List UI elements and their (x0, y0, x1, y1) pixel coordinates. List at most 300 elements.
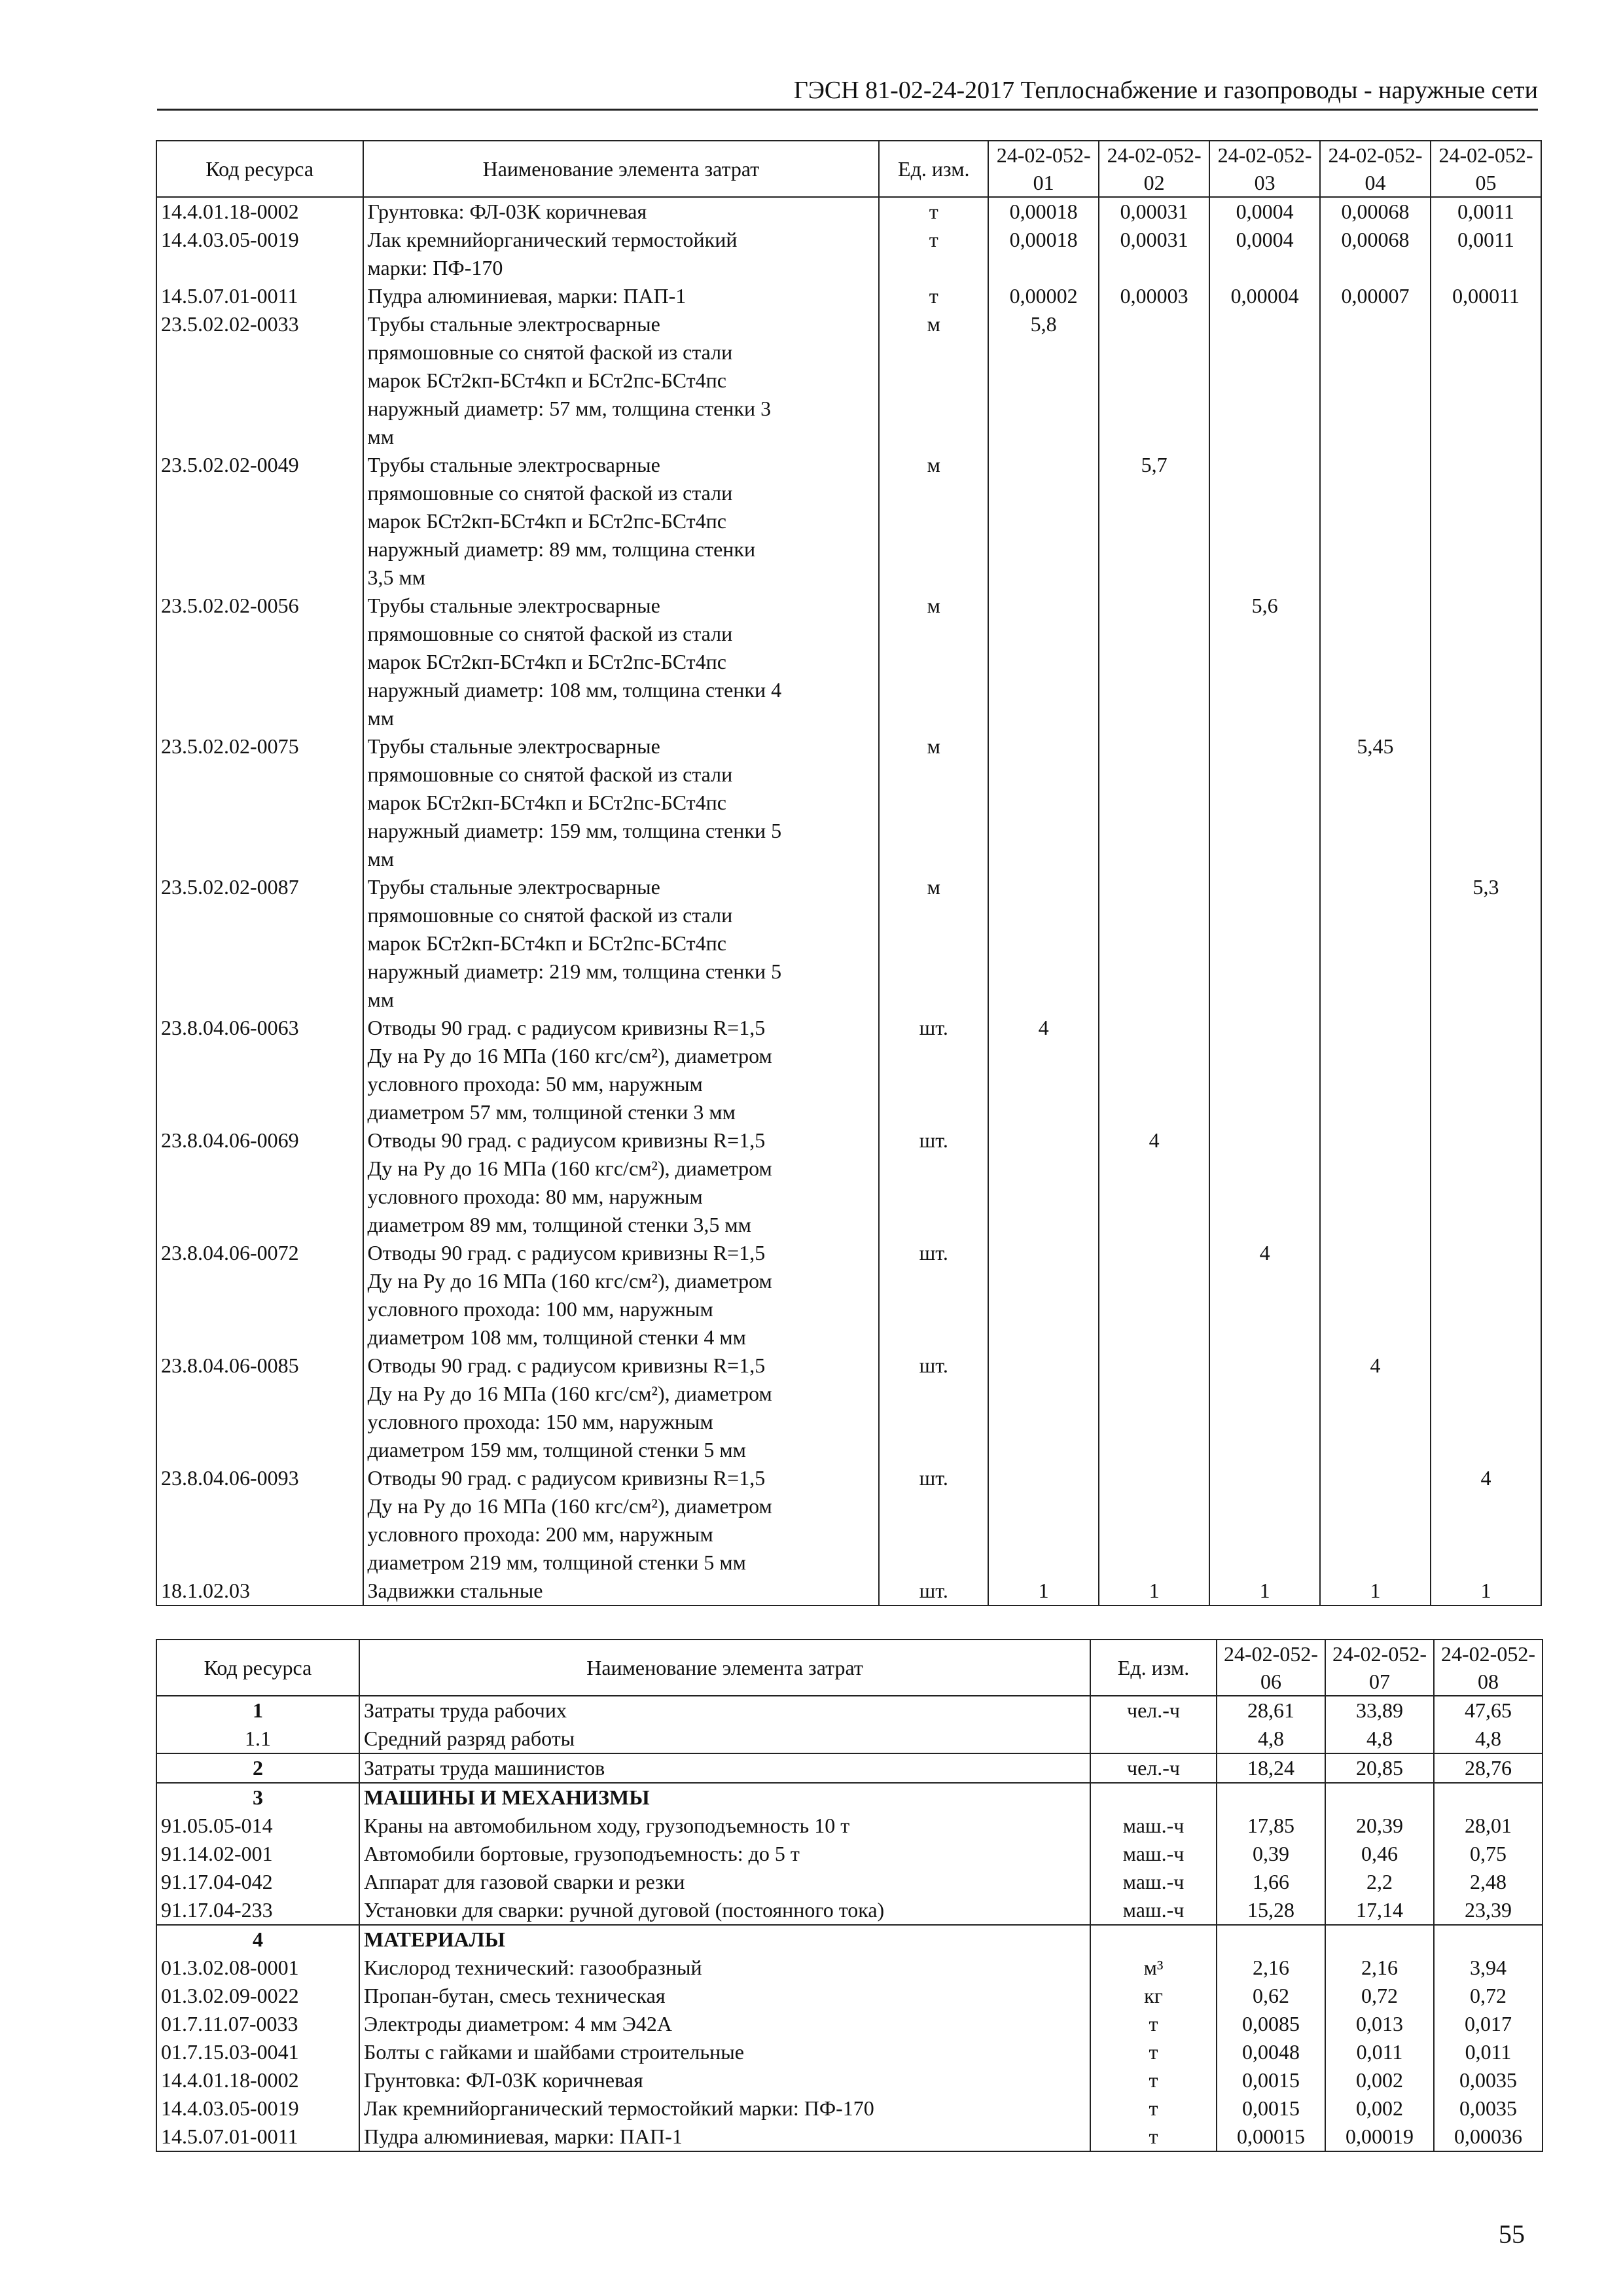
table-row (156, 1896, 1543, 1925)
resource-unit: м (879, 451, 988, 592)
resource-value: 1 (988, 1577, 1099, 1605)
resource-value (1431, 1352, 1541, 1464)
resource-value: 0,00036 (1434, 2123, 1543, 2151)
resource-value (1099, 1239, 1209, 1352)
resource-value: 0,00011 (1431, 282, 1541, 310)
resource-name-line: марок БСт2кп-БСт4кп и БСт2пс-БСт4пс (367, 368, 726, 392)
resource-code: 1.1 (156, 1725, 359, 1753)
resource-name-line: диаметром 108 мм, толщиной стенки 4 мм (367, 1325, 746, 1349)
resource-value: 2,16 (1217, 1954, 1325, 1982)
resource-name: Пудра алюминиевая, марки: ПАП-1 (359, 2123, 1090, 2151)
resource-code: 23.5.02.02-0075 (156, 732, 363, 873)
resource-name (363, 1126, 880, 1239)
resource-name-line: прямошовные со снятой фаской из стали (367, 903, 733, 927)
resource-value: 1 (1099, 1577, 1209, 1605)
col-header: 24-02-052-06 (1217, 1640, 1325, 1696)
resource-value: 0,017 (1434, 2010, 1543, 2038)
resource-value (1325, 1925, 1434, 1954)
resource-value: 0,011 (1434, 2038, 1543, 2066)
resource-value: 0,00031 (1099, 226, 1209, 282)
resource-value: 0,00015 (1217, 2123, 1325, 2151)
resource-value: 0,0035 (1434, 2094, 1543, 2123)
resource-code: 23.8.04.06-0063 (156, 1014, 363, 1126)
resource-name-line: условного прохода: 50 мм, наружным (367, 1072, 703, 1096)
resource-unit: т (1090, 2094, 1217, 2123)
resource-code: 2 (156, 1753, 359, 1783)
resource-name-line: Отводы 90 град. с радиусом кривизны R=1,5 (367, 1466, 766, 1490)
table-row (156, 1812, 1543, 1840)
resource-value: 17,14 (1325, 1896, 1434, 1925)
resource-name-line: Отводы 90 град. с радиусом кривизны R=1,5 (367, 1354, 766, 1377)
resource-unit: шт. (879, 1464, 988, 1577)
resource-name-line: наружный диаметр: 89 мм, толщина стенки (367, 537, 756, 561)
resource-value: 5,7 (1099, 451, 1209, 592)
resource-value (1431, 592, 1541, 732)
resource-code: 1 (156, 1696, 359, 1725)
resource-name-line: мм (367, 988, 395, 1011)
resource-value (1434, 1925, 1543, 1954)
resource-value (1099, 732, 1209, 873)
resource-value (1209, 1126, 1320, 1239)
resource-value: 0,00068 (1320, 197, 1431, 226)
resource-value (1099, 1014, 1209, 1126)
resource-value: 0,0015 (1217, 2066, 1325, 2094)
resource-value: 2,2 (1325, 1868, 1434, 1896)
resource-name-line: диаметром 219 мм, толщиной стенки 5 мм (367, 1551, 746, 1574)
resource-name: Затраты труда рабочих (359, 1696, 1090, 1725)
resource-code: 91.05.05-014 (156, 1812, 359, 1840)
table-header-row (156, 1640, 1543, 1696)
resource-name-line: Отводы 90 град. с радиусом кривизны R=1,5 (367, 1241, 766, 1265)
resource-name-line: наружный диаметр: 159 мм, толщина стенки 5 (367, 819, 782, 842)
resource-unit (1090, 1783, 1217, 1812)
resource-name-line: наружный диаметр: 108 мм, толщина стенки 4 (367, 678, 782, 702)
resource-name (363, 1014, 880, 1126)
resource-name-line: марок БСт2кп-БСт4кп и БСт2пс-БСт4пс (367, 931, 726, 955)
col-header: Наименование элемента затрат (363, 141, 880, 197)
resource-code: 23.5.02.02-0033 (156, 310, 363, 451)
resource-code: 23.8.04.06-0072 (156, 1239, 363, 1352)
resource-unit: м (879, 592, 988, 732)
table-row (156, 1014, 1541, 1126)
resource-code: 14.4.03.05-0019 (156, 226, 363, 282)
table-row (156, 1783, 1543, 1812)
table-row (156, 1725, 1543, 1753)
table-row (156, 2010, 1543, 2038)
resource-unit: маш.-ч (1090, 1812, 1217, 1840)
resource-code: 01.3.02.09-0022 (156, 1982, 359, 2010)
resource-name-line: Отводы 90 град. с радиусом кривизны R=1,5 (367, 1016, 766, 1039)
resource-value (988, 592, 1099, 732)
resource-value: 0,72 (1325, 1982, 1434, 2010)
resource-value: 4,8 (1217, 1725, 1325, 1753)
resource-unit: т (1090, 2066, 1217, 2094)
resource-value (1209, 1352, 1320, 1464)
resource-name-line: прямошовные со снятой фаской из стали (367, 481, 733, 505)
resource-unit: т (1090, 2038, 1217, 2066)
resource-name-line: мм (367, 425, 395, 448)
resource-name-line: условного прохода: 200 мм, наружным (367, 1522, 713, 1546)
resource-name (363, 226, 880, 282)
resource-value (1320, 592, 1431, 732)
resource-code: 3 (156, 1783, 359, 1812)
resource-unit: маш.-ч (1090, 1840, 1217, 1868)
resource-value: 1 (1209, 1577, 1320, 1605)
resource-value: 1 (1431, 1577, 1541, 1605)
resource-value (988, 1126, 1099, 1239)
resource-value: 0,00031 (1099, 197, 1209, 226)
resource-name-line: Трубы стальные электросварные (367, 875, 660, 899)
resource-value (1217, 1783, 1325, 1812)
resource-value (1209, 1464, 1320, 1577)
resource-value (1325, 1783, 1434, 1812)
resource-value: 1,66 (1217, 1868, 1325, 1896)
resource-name: Средний разряд работы (359, 1725, 1090, 1753)
resource-name: Аппарат для газовой сварки и резки (359, 1868, 1090, 1896)
resource-value (1431, 310, 1541, 451)
resource-unit: шт. (879, 1239, 988, 1352)
resource-unit (1090, 1925, 1217, 1954)
resource-name-line: марок БСт2кп-БСт4кп и БСт2пс-БСт4пс (367, 650, 726, 673)
resource-value (1431, 451, 1541, 592)
resource-table-2 (156, 1639, 1543, 2152)
resource-unit: т (1090, 2010, 1217, 2038)
resource-name-line: Ду на Ру до 16 МПа (160 кгс/см²), диаметром (367, 1494, 772, 1518)
resource-value: 5,45 (1320, 732, 1431, 873)
resource-name: Кислород технический: газообразный (359, 1954, 1090, 1982)
resource-code: 91.17.04-042 (156, 1868, 359, 1896)
resource-name: Затраты труда машинистов (359, 1753, 1090, 1783)
col-header: 24-02-052-02 (1099, 141, 1209, 197)
resource-value: 4 (1431, 1464, 1541, 1577)
resource-name-line: прямошовные со снятой фаской из стали (367, 622, 733, 645)
resource-name (363, 1352, 880, 1464)
col-header: Ед. изм. (879, 141, 988, 197)
col-header: 24-02-052-05 (1431, 141, 1541, 197)
resource-name-line: мм (367, 706, 395, 730)
resource-code: 23.5.02.02-0056 (156, 592, 363, 732)
resource-name (363, 1464, 880, 1577)
resource-value: 28,01 (1434, 1812, 1543, 1840)
resource-name (363, 592, 880, 732)
resource-name-line: Трубы стальные электросварные (367, 312, 660, 336)
resource-value (1099, 1464, 1209, 1577)
resource-value: 0,0085 (1217, 2010, 1325, 2038)
resource-name: Грунтовка: ФЛ-03К коричневая (359, 2066, 1090, 2094)
resource-unit: т (879, 226, 988, 282)
resource-name-line: Лак кремнийорганический термостойкий (367, 228, 738, 251)
resource-name-line: наружный диаметр: 219 мм, толщина стенки 5 (367, 960, 782, 983)
col-header: 24-02-052-07 (1325, 1640, 1434, 1696)
resource-code: 14.4.03.05-0019 (156, 2094, 359, 2123)
resource-value (1099, 592, 1209, 732)
col-header: 24-02-052-08 (1434, 1640, 1543, 1696)
resource-unit: шт. (879, 1352, 988, 1464)
resource-value (988, 1464, 1099, 1577)
table-row (156, 1753, 1543, 1783)
table-row (156, 592, 1541, 732)
resource-unit: м (879, 732, 988, 873)
resource-name (363, 1577, 880, 1605)
resource-name: Электроды диаметром: 4 мм Э42А (359, 2010, 1090, 2038)
resource-name-line: наружный диаметр: 57 мм, толщина стенки 3 (367, 397, 772, 420)
resource-name-line: Пудра алюминиевая, марки: ПАП-1 (367, 284, 687, 308)
resource-name-line: Отводы 90 град. с радиусом кривизны R=1,5 (367, 1128, 766, 1152)
table-row (156, 1352, 1541, 1464)
table-row (156, 197, 1541, 226)
resource-table-1 (156, 140, 1542, 1606)
resource-value: 47,65 (1434, 1696, 1543, 1725)
resource-code: 14.5.07.01-0011 (156, 2123, 359, 2151)
resource-value (1320, 1239, 1431, 1352)
table-row (156, 1954, 1543, 1982)
resource-unit: м (879, 873, 988, 1014)
resource-value: 0,00068 (1320, 226, 1431, 282)
table-row (156, 1868, 1543, 1896)
resource-name-line: условного прохода: 150 мм, наружным (367, 1410, 713, 1433)
table-row (156, 226, 1541, 282)
resource-name: МАТЕРИАЛЫ (359, 1925, 1090, 1954)
resource-value: 0,002 (1325, 2066, 1434, 2094)
resource-value: 0,00002 (988, 282, 1099, 310)
resource-code: 01.7.15.03-0041 (156, 2038, 359, 2066)
resource-value (988, 451, 1099, 592)
resource-name-line: марки: ПФ-170 (367, 256, 503, 279)
resource-value: 0,0011 (1431, 197, 1541, 226)
resource-value: 0,00019 (1325, 2123, 1434, 2151)
col-header: 24-02-052-01 (988, 141, 1099, 197)
resource-value (1431, 1014, 1541, 1126)
resource-unit: маш.-ч (1090, 1896, 1217, 1925)
resource-value (1099, 1352, 1209, 1464)
resource-value: 23,39 (1434, 1896, 1543, 1925)
resource-name-line: Ду на Ру до 16 МПа (160 кгс/см²), диаметром (367, 1269, 772, 1293)
resource-name: Автомобили бортовые, грузоподъемность: до 5 т (359, 1840, 1090, 1868)
resource-value: 4 (1320, 1352, 1431, 1464)
resource-name (363, 197, 880, 226)
resource-value (1431, 732, 1541, 873)
resource-code: 91.17.04-233 (156, 1896, 359, 1925)
resource-value: 0,0004 (1209, 226, 1320, 282)
resource-value (1209, 451, 1320, 592)
resource-name: Пропан-бутан, смесь техническая (359, 1982, 1090, 2010)
resource-name-line: условного прохода: 80 мм, наружным (367, 1185, 703, 1208)
resource-value: 4,8 (1434, 1725, 1543, 1753)
resource-value: 15,28 (1217, 1896, 1325, 1925)
resource-unit: чел.-ч (1090, 1753, 1217, 1783)
resource-value: 20,85 (1325, 1753, 1434, 1783)
resource-name-line: 3,5 мм (367, 565, 426, 589)
resource-value (1209, 873, 1320, 1014)
resource-value: 0,00003 (1099, 282, 1209, 310)
page-number: 55 (1499, 2219, 1525, 2249)
resource-value: 0,0015 (1217, 2094, 1325, 2123)
resource-code: 23.5.02.02-0049 (156, 451, 363, 592)
resource-unit: маш.-ч (1090, 1868, 1217, 1896)
resource-value (1320, 1014, 1431, 1126)
resource-value: 0,75 (1434, 1840, 1543, 1868)
resource-code: 18.1.02.03 (156, 1577, 363, 1605)
resource-value (988, 1352, 1099, 1464)
resource-value: 17,85 (1217, 1812, 1325, 1840)
resource-name-line: марок БСт2кп-БСт4кп и БСт2пс-БСт4пс (367, 791, 726, 814)
col-header: Код ресурса (156, 1640, 359, 1696)
resource-value (1209, 1014, 1320, 1126)
resource-value (988, 1239, 1099, 1352)
resource-name (363, 873, 880, 1014)
resource-unit: шт. (879, 1126, 988, 1239)
resource-unit: м³ (1090, 1954, 1217, 1982)
resource-value: 0,00004 (1209, 282, 1320, 310)
resource-value: 0,0011 (1431, 226, 1541, 282)
resource-value: 0,00018 (988, 226, 1099, 282)
resource-name-line: прямошовные со снятой фаской из стали (367, 340, 733, 364)
resource-value: 1 (1320, 1577, 1431, 1605)
resource-name-line: мм (367, 847, 395, 870)
resource-value: 0,62 (1217, 1982, 1325, 2010)
resource-code: 01.7.11.07-0033 (156, 2010, 359, 2038)
col-header: Ед. изм. (1090, 1640, 1217, 1696)
resource-value: 4 (1099, 1126, 1209, 1239)
resource-name-line: прямошовные со снятой фаской из стали (367, 762, 733, 786)
col-header: Наименование элемента затрат (359, 1640, 1090, 1696)
table-row (156, 1696, 1543, 1725)
resource-value: 0,00007 (1320, 282, 1431, 310)
table-row (156, 1982, 1543, 2010)
resource-value: 0,013 (1325, 2010, 1434, 2038)
resource-value (1320, 451, 1431, 592)
table-row (156, 2123, 1543, 2151)
resource-name-line: Трубы стальные электросварные (367, 453, 660, 476)
resource-value: 4 (1209, 1239, 1320, 1352)
resource-value (988, 732, 1099, 873)
resource-value (1431, 1126, 1541, 1239)
resource-value: 5,3 (1431, 873, 1541, 1014)
resource-value: 0,002 (1325, 2094, 1434, 2123)
resource-name-line: диаметром 89 мм, толщиной стенки 3,5 мм (367, 1213, 751, 1236)
resource-value: 28,76 (1434, 1753, 1543, 1783)
resource-name (363, 451, 880, 592)
resource-code: 01.3.02.08-0001 (156, 1954, 359, 1982)
resource-value: 5,6 (1209, 592, 1320, 732)
resource-unit: шт. (879, 1577, 988, 1605)
resource-code: 14.5.07.01-0011 (156, 282, 363, 310)
resource-name (363, 310, 880, 451)
table-row (156, 451, 1541, 592)
resource-value: 20,39 (1325, 1812, 1434, 1840)
resource-code: 4 (156, 1925, 359, 1954)
resource-value (1431, 1239, 1541, 1352)
resource-value: 28,61 (1217, 1696, 1325, 1725)
table-row (156, 2066, 1543, 2094)
resource-name-line: Грунтовка: ФЛ-03К коричневая (367, 200, 647, 223)
resource-name-line: Задвижки стальные (367, 1579, 543, 1602)
resource-unit: шт. (879, 1014, 988, 1126)
table-row (156, 1126, 1541, 1239)
resource-name-line: марок БСт2кп-БСт4кп и БСт2пс-БСт4пс (367, 509, 726, 533)
resource-name: Краны на автомобильном ходу, грузоподъемность 10 т (359, 1812, 1090, 1840)
resource-name-line: диаметром 57 мм, толщиной стенки 3 мм (367, 1100, 736, 1124)
resource-value (1320, 310, 1431, 451)
resource-name: Болты с гайками и шайбами строительные (359, 2038, 1090, 2066)
resource-code: 23.8.04.06-0069 (156, 1126, 363, 1239)
table-row (156, 310, 1541, 451)
resource-value: 33,89 (1325, 1696, 1434, 1725)
resource-value (1209, 732, 1320, 873)
resource-unit: т (1090, 2123, 1217, 2151)
table-row (156, 1464, 1541, 1577)
resource-name (363, 282, 880, 310)
table-row (156, 2038, 1543, 2066)
resource-code: 91.14.02-001 (156, 1840, 359, 1868)
resource-value: 0,72 (1434, 1982, 1543, 2010)
resource-name-line: Трубы стальные электросварные (367, 734, 660, 758)
resource-value (1209, 310, 1320, 451)
resource-value (988, 873, 1099, 1014)
resource-value: 0,0004 (1209, 197, 1320, 226)
resource-code: 14.4.01.18-0002 (156, 197, 363, 226)
table-row (156, 1925, 1543, 1954)
resource-value: 0,39 (1217, 1840, 1325, 1868)
resource-value: 2,16 (1325, 1954, 1434, 1982)
resource-code: 23.5.02.02-0087 (156, 873, 363, 1014)
resource-value (1099, 873, 1209, 1014)
resource-value: 4 (988, 1014, 1099, 1126)
resource-value: 18,24 (1217, 1753, 1325, 1783)
resource-value (1434, 1783, 1543, 1812)
table-row (156, 282, 1541, 310)
resource-name-line: Трубы стальные электросварные (367, 594, 660, 617)
page-header: ГЭСН 81-02-24-2017 Теплоснабжение и газопроводы - наружные сети (157, 77, 1538, 111)
table-row (156, 732, 1541, 873)
resource-value: 4,8 (1325, 1725, 1434, 1753)
resource-value: 0,00018 (988, 197, 1099, 226)
resource-unit (1090, 1725, 1217, 1753)
resource-value (1320, 1126, 1431, 1239)
resource-code: 14.4.01.18-0002 (156, 2066, 359, 2094)
table-header-row (156, 141, 1541, 197)
resource-value (1320, 1464, 1431, 1577)
col-header: Код ресурса (156, 141, 363, 197)
resource-value: 0,0035 (1434, 2066, 1543, 2094)
resource-name-line: диаметром 159 мм, толщиной стенки 5 мм (367, 1438, 746, 1462)
table-row (156, 1239, 1541, 1352)
resource-name-line: Ду на Ру до 16 МПа (160 кгс/см²), диаметром (367, 1382, 772, 1405)
table-row (156, 2094, 1543, 2123)
col-header: 24-02-052-04 (1320, 141, 1431, 197)
resource-name: МАШИНЫ И МЕХАНИЗМЫ (359, 1783, 1090, 1812)
resource-value: 3,94 (1434, 1954, 1543, 1982)
resource-name-line: Ду на Ру до 16 МПа (160 кгс/см²), диаметром (367, 1157, 772, 1180)
resource-name-line: Ду на Ру до 16 МПа (160 кгс/см²), диаметром (367, 1044, 772, 1067)
resource-value (1099, 310, 1209, 451)
resource-unit: т (879, 282, 988, 310)
resource-unit: кг (1090, 1982, 1217, 2010)
table-row (156, 873, 1541, 1014)
resource-name (363, 1239, 880, 1352)
resource-unit: м (879, 310, 988, 451)
resource-value: 0,46 (1325, 1840, 1434, 1868)
resource-value: 0,0048 (1217, 2038, 1325, 2066)
resource-code: 23.8.04.06-0085 (156, 1352, 363, 1464)
resource-value: 5,8 (988, 310, 1099, 451)
resource-name (363, 732, 880, 873)
resource-name: Установки для сварки: ручной дуговой (постоянного тока) (359, 1896, 1090, 1925)
resource-name: Лак кремнийорганический термостойкий марки: ПФ-170 (359, 2094, 1090, 2123)
table-row (156, 1577, 1541, 1605)
resource-value: 0,011 (1325, 2038, 1434, 2066)
resource-code: 23.8.04.06-0093 (156, 1464, 363, 1577)
